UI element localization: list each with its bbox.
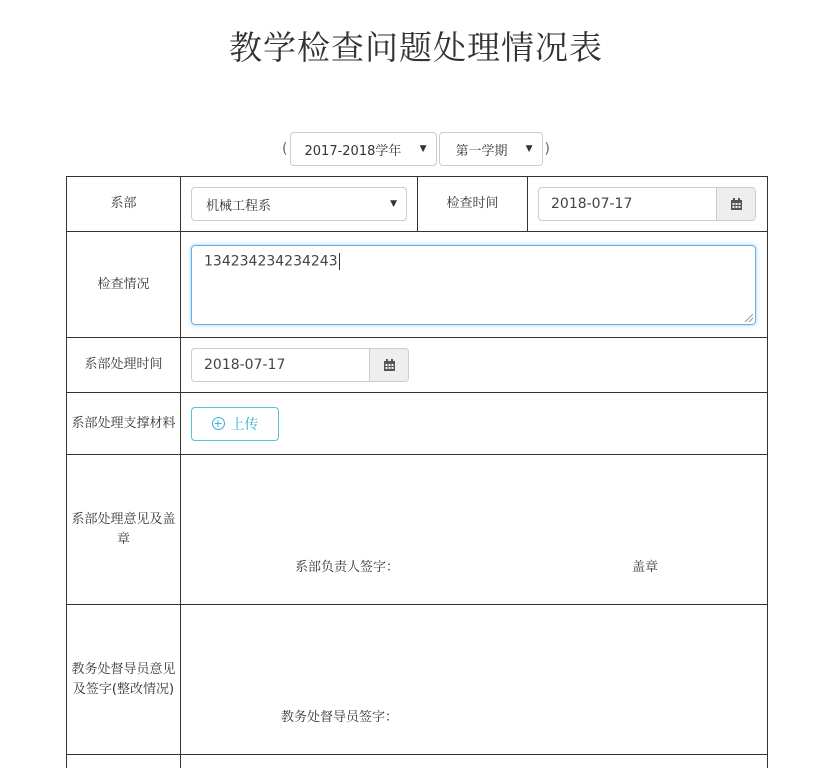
calendar-icon[interactable] [369,349,408,381]
page-title: 教学检查问题处理情况表 [229,28,603,67]
supervisor-opinion-area [181,606,767,754]
row-dept-handle-time [67,338,768,393]
row-next [67,755,768,768]
dept-opinion-label: 系部处理意见及盖章 [67,455,181,605]
row-check-status [67,232,768,338]
text-cursor [339,253,340,270]
academic-year-select[interactable] [290,132,437,166]
open-paren: ( [282,141,288,157]
department-value: 机械工程系 [206,198,272,214]
semester-value: 第一学期 [455,143,508,159]
dept-label: 系部 [67,177,181,232]
term-selector-row [0,132,821,166]
check-status-text: 134234234234243 [204,253,338,269]
semester-select[interactable] [439,132,543,166]
dept-opinion-area [181,456,767,604]
check-time-value[interactable]: 2018-07-17 [551,196,633,212]
upload-label: 上传 [230,416,259,433]
caret-down-icon: ▼ [419,144,427,154]
dept-handle-time-label: 系部处理时间 [67,338,181,393]
row-dept-opinion [67,455,768,605]
check-status-label: 检查情况 [67,232,181,338]
supervisor-signature-label: 教务处督导员签字： [281,709,399,725]
caret-down-icon: ▼ [525,144,533,154]
support-material-label: 系部处理支撑材料 [67,393,181,455]
dept-handle-time-value[interactable]: 2018-07-17 [204,357,286,373]
inspection-form-table [66,176,768,768]
upload-button[interactable] [191,407,279,441]
row-supervisor-opinion [67,605,768,755]
department-select[interactable] [191,187,407,221]
circle-plus-icon: + [213,417,223,430]
academic-year-value: 2017-2018学年 [304,143,402,159]
check-status-textarea[interactable] [191,245,756,325]
calendar-icon[interactable] [716,188,755,220]
close-paren: ) [544,141,550,157]
row-department [67,177,768,232]
caret-down-icon: ▼ [390,199,397,209]
check-time-date-picker[interactable] [538,187,756,221]
row-support-material [67,393,768,455]
dept-handle-time-date-picker[interactable] [191,348,409,382]
seal-label: 盖章 [632,559,659,575]
check-time-label: 检查时间 [418,177,528,232]
supervisor-opinion-label: 教务处督导员意见及签字(整改情况) [67,605,181,755]
resize-grip-icon[interactable] [745,314,753,322]
dept-head-signature-label: 系部负责人签字： [295,559,400,575]
